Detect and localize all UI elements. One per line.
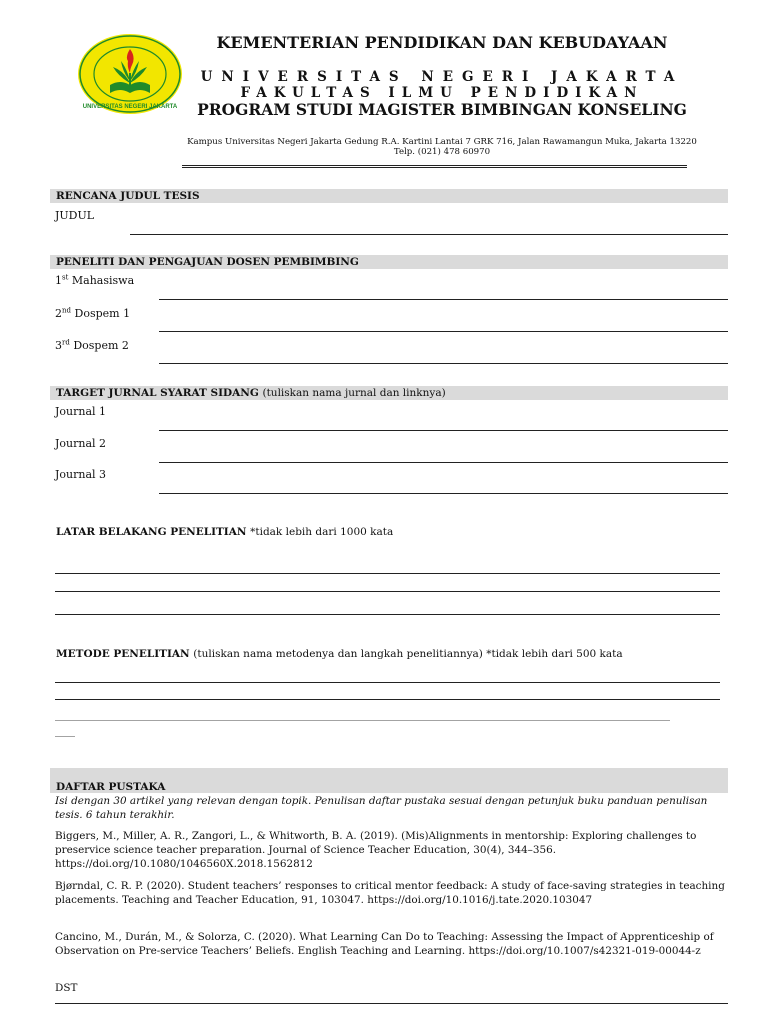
section-note-jurnal: (tuliskan nama jurnal dan linknya) (262, 387, 446, 399)
judul-input-line[interactable] (130, 234, 728, 235)
journal3-label: Journal 3 (55, 468, 107, 481)
university-logo-icon (77, 33, 183, 115)
section-bar-pustaka (50, 768, 728, 793)
journal2-input-line[interactable] (159, 462, 728, 463)
university-title: UNIVERSITAS NEGERI JAKARTA (200, 69, 684, 85)
section-title-pustaka: DAFTAR PUSTAKA (56, 781, 166, 793)
section-note-metode: (tuliskan nama metodenya dan langkah penelitiannya) *tidak lebih dari 500 kata (193, 648, 623, 660)
latar-line-1[interactable] (55, 573, 720, 574)
section-bar-jurnal (50, 386, 728, 400)
section-title-peneliti: PENELITI DAN PENGAJUAN DOSEN PEMBIMBING (56, 256, 359, 268)
journal1-label: Journal 1 (55, 405, 107, 418)
address-text: Kampus Universitas Negeri Jakarta Gedung R.A. Kartini Lantai 7 GRK 716, Jalan Rawamangun Muka, Jakarta 13220 (187, 137, 697, 147)
section-bar-judul (50, 189, 728, 203)
logo-text: UNIVERSITAS NEGERI JAKARTA (82, 104, 178, 110)
mahasiswa-input-line[interactable] (159, 299, 728, 300)
journal2-label: Journal 2 (55, 437, 107, 450)
address-block (182, 137, 702, 158)
journal3-input-line[interactable] (159, 493, 728, 494)
pustaka-instruction: Isi dengan 30 artikel yang relevan dengan topik. Penulisan daftar pustaka sesuai dengan petunjuk buku panduan penulisan tesis. 6 tahun terakhir. (55, 795, 708, 821)
header-divider (182, 165, 687, 168)
metode-dash-line-2: ____ (55, 726, 75, 737)
section-bar-latar (50, 525, 728, 539)
judul-label: JUDUL (55, 209, 95, 222)
section-title-jurnal: TARGET JURNAL SYARAT SIDANG (56, 387, 259, 399)
ministry-title: KEMENTERIAN PENDIDIKAN DAN KEBUDAYAAN (216, 33, 668, 52)
dospem2-label: 3rd Dospem 2 (55, 338, 129, 352)
metode-line-1[interactable] (55, 682, 720, 683)
section-bar-metode (50, 647, 728, 661)
section-note-latar: *tidak lebih dari 1000 kata (250, 526, 394, 538)
dospem1-label: 2nd Dospem 1 (55, 306, 131, 320)
pustaka-bottom-line (55, 1003, 728, 1004)
program-title: PROGRAM STUDI MAGISTER BIMBINGAN KONSELING (197, 100, 687, 119)
faculty-title: FAKULTAS ILMU PENDIDIKAN (240, 85, 644, 101)
metode-dash-line: ___________________________________________________________________________________________________________________________ (55, 710, 670, 721)
reference-item: Bjørndal, C. R. P. (2020). Student teachers’ responses to critical mentor feedback: A study of face-saving strategies in teaching placements. Teaching and Teacher Education, 91, 103047. https://doi.org/10.1016/j.tate.2020.103047 (55, 880, 725, 906)
reference-item: Cancino, M., Durán, M., & Solorza, C. (2020). What Learning Can Do to Teaching: Assessing the Impact of Apprenticeship of Observation on Pre-service Teachers’ Beliefs. English Teaching and Learning. https://doi.org/10.1007/s42321-019-00044-z (55, 931, 714, 957)
mahasiswa-label: 1st Mahasiswa (55, 273, 135, 287)
latar-line-2[interactable] (55, 591, 720, 592)
dospem2-input-line[interactable] (159, 363, 728, 364)
section-bar-peneliti (50, 255, 728, 269)
journal1-input-line[interactable] (159, 430, 728, 431)
phone-text: Telp. (021) 478 60970 (393, 147, 491, 158)
latar-line-3[interactable] (55, 614, 720, 615)
reference-item: Biggers, M., Miller, A. R., Zangori, L., & Whitworth, B. A. (2019). (Mis)Alignments in mentorship: Exploring challenges to preservice science teacher preparation. Journal of Science Teacher Education, 30(4), 344–356. https://doi.org/10.1080/1046560X.2018.1562812 (55, 830, 697, 870)
section-title-judul: RENCANA JUDUL TESIS (56, 190, 200, 202)
section-title-latar: LATAR BELAKANG PENELITIAN (56, 526, 247, 538)
section-title-metode: METODE PENELITIAN (56, 648, 190, 660)
metode-line-2[interactable] (55, 699, 720, 700)
pustaka-end: DST (55, 982, 78, 994)
dospem1-input-line[interactable] (159, 331, 728, 332)
